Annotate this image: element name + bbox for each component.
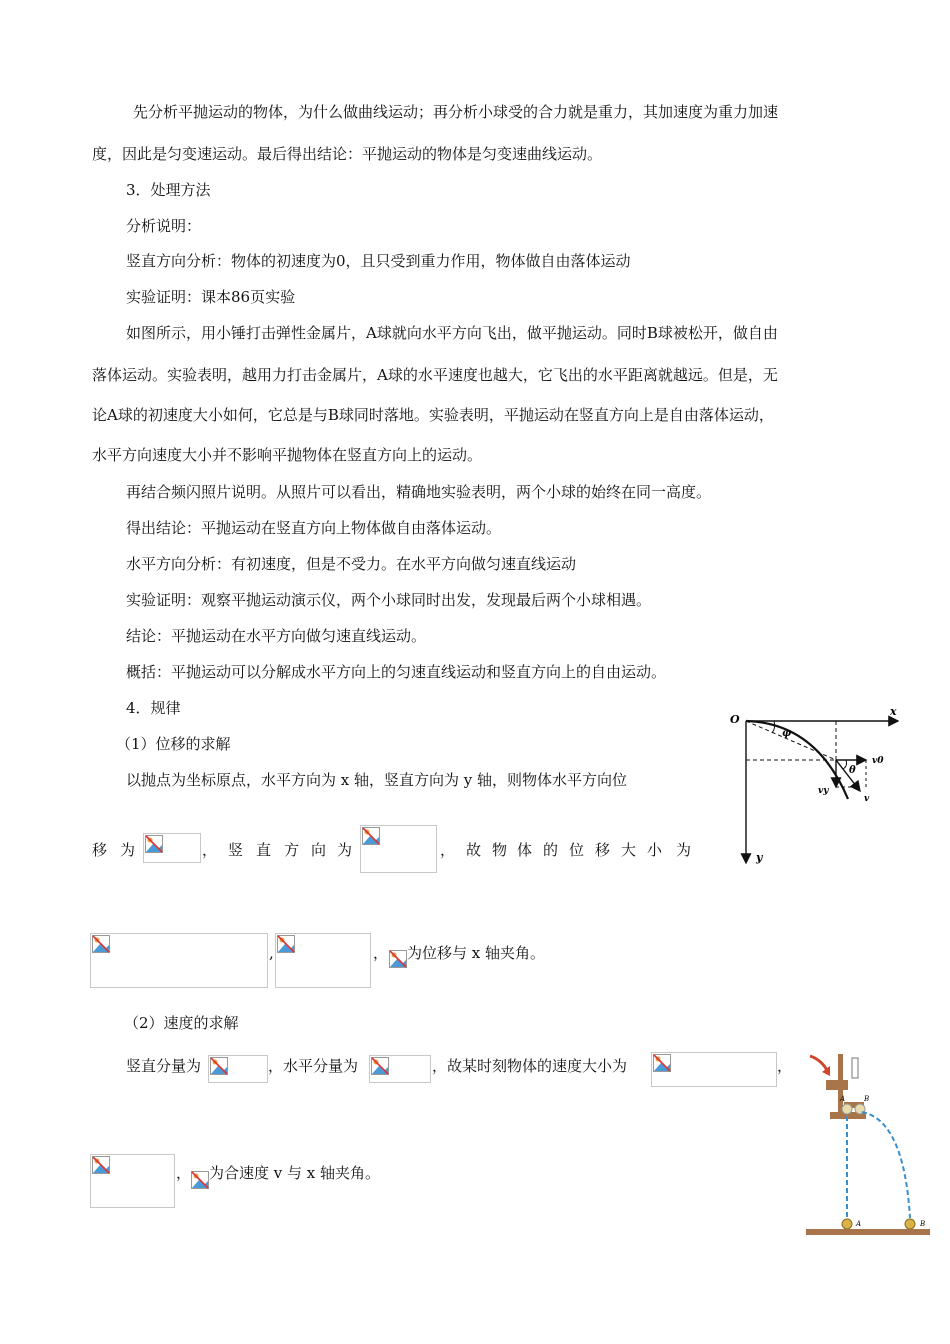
subheading-displacement: （1）位移的求解: [116, 735, 231, 753]
displacement-word-1: 移: [92, 841, 108, 859]
para-line-14: 实验证明：观察平抛运动演示仪，两个小球同时出发，发现最后两个小球相遇。: [126, 591, 652, 609]
broken-image-icon: [210, 1057, 228, 1075]
velocity-text-2: ，水平分量为: [268, 1057, 359, 1075]
broken-image-icon: [92, 935, 110, 953]
para-line-11: 再结合频闪照片说明。从照片可以看出，精确地实验表明，两个小球的始终在同一高度。: [126, 483, 712, 501]
displacement-word-5: 直: [256, 841, 272, 859]
broken-image-icon: [191, 1171, 209, 1189]
projectile-coordinate-diagram: [726, 703, 910, 868]
ground: [806, 1229, 930, 1235]
para-line-12: 得出结论：平抛运动在竖直方向上物体做自由落体运动。: [126, 519, 502, 537]
phi-arc: [772, 721, 775, 733]
velocity-text-1: 竖直分量为: [126, 1057, 202, 1075]
displacement-word-6: 方: [284, 841, 300, 859]
ball-b-top-label: B: [864, 1095, 870, 1103]
broken-image-icon: [389, 950, 407, 968]
theta-label: θ: [849, 765, 856, 776]
para-line-19: 以抛点为坐标原点，水平方向为 x 轴，竖直方向为 y 轴，则物体水平方向位: [126, 771, 628, 789]
vy-label: vy: [818, 786, 829, 796]
displacement-word-7: 向: [311, 841, 327, 859]
para-line-13: 水平方向分析：有初速度，但是不受力。在水平方向做匀速直线运动: [126, 555, 577, 573]
para-line-6: 实验证明：课本86页实验: [126, 288, 296, 306]
y-axis-label: y: [756, 851, 763, 864]
apparatus-diagram: [800, 1050, 932, 1242]
formula-image-vy: [208, 1055, 268, 1083]
para-line-9: 论A球的初速度大小如何，它总是与B球同时落地。实验表明，平抛运动在竖直方向上是自由落体运动，: [92, 406, 774, 424]
formula-image-s: [90, 933, 268, 988]
ball-b-bottom-label: B: [920, 1220, 926, 1228]
formula-image-tan-phi: [275, 933, 371, 988]
formula-image-y: [360, 825, 437, 873]
ball-a-top: [842, 1104, 852, 1114]
formula-image-v: [651, 1052, 777, 1087]
para-line-1: 先分析平抛运动的物体，为什么做曲线运动；再分析小球受的合力就是重力，其加速度为重力加速: [133, 103, 779, 121]
para-line-15: 结论：平抛运动在水平方向做匀速直线运动。: [126, 627, 427, 645]
displacement-word-16: 大: [621, 841, 637, 859]
broken-image-icon: [277, 935, 295, 953]
v-label: v: [864, 794, 870, 804]
para-line-8: 落体运动。实验表明，越用力打击金属片，A球的水平速度也越大，它飞出的水平距离就越远。但是，无: [92, 366, 778, 384]
velocity-angle-text: 为合速度 v 与 x 轴夹角。: [209, 1164, 381, 1182]
section-heading-4: 4．规律: [126, 699, 181, 717]
para-line-2: 度，因此是匀变速运动。最后得出结论：平抛运动的物体是匀变速曲线运动。: [92, 145, 603, 163]
x-axis-label: x: [890, 705, 897, 718]
displacement-word-13: 的: [543, 841, 559, 859]
displacement-word-11: 物: [492, 841, 508, 859]
displacement-word-15: 移: [595, 841, 611, 859]
displacement-comma-1: ，: [202, 841, 218, 859]
ball-b-bottom: [905, 1219, 915, 1229]
hammer-head: [826, 1080, 848, 1090]
phi-label: φ: [782, 728, 792, 739]
displacement-word-12: 体: [517, 841, 533, 859]
displacement-word-14: 位: [569, 841, 585, 859]
ball-b-path: [862, 1112, 910, 1218]
formula-image-tan-theta: [90, 1154, 175, 1208]
ball-a-bottom-label: A: [856, 1220, 862, 1228]
v-vector: [836, 760, 860, 791]
displacement-angle-text: 为位移与 x 轴夹角。: [407, 944, 545, 962]
broken-image-icon: [653, 1054, 671, 1072]
para-line-16: 概括：平抛运动可以分解成水平方向上的匀速直线运动和竖直方向上的自由运动。: [126, 663, 667, 681]
theta-arc: [843, 760, 847, 769]
formula-image-x: [143, 833, 201, 863]
displacement-word-2: 为: [120, 841, 136, 859]
stand-bracket: [852, 1058, 858, 1078]
broken-image-icon: [371, 1057, 389, 1075]
velocity-text-4: ，: [777, 1057, 793, 1075]
displacement-word-4: 竖: [228, 841, 244, 859]
subheading-velocity: （2）速度的求解: [124, 1014, 239, 1032]
section-heading-3: 3．处理方法: [126, 181, 211, 199]
velocity-comma: ，: [176, 1164, 192, 1182]
formula-comma-1: ,: [269, 944, 274, 962]
displacement-word-8: 为: [337, 841, 353, 859]
velocity-text-3: ，故某时刻物体的速度大小为: [432, 1057, 628, 1075]
para-line-5: 竖直方向分析：物体的初速度为0，且只受到重力作用，物体做自由落体运动: [126, 252, 631, 270]
broken-image-icon: [92, 1156, 110, 1174]
displacement-word-17: 小: [647, 841, 663, 859]
ball-a-top-label: A: [840, 1095, 846, 1103]
broken-image-icon: [145, 835, 163, 853]
origin-label: O: [730, 713, 740, 726]
displacement-word-18: 为: [676, 841, 692, 859]
para-line-10: 水平方向速度大小并不影响平抛物体在竖直方向上的运动。: [92, 446, 483, 464]
displacement-comma-2: ，: [440, 841, 456, 859]
displacement-dashed-line: [746, 721, 836, 760]
para-line-4: 分析说明：: [126, 217, 202, 235]
broken-image-icon: [362, 827, 380, 845]
formula-image-vx: [369, 1055, 431, 1083]
ball-a-bottom: [842, 1219, 852, 1229]
displacement-word-10: 故: [466, 841, 482, 859]
v0-label: v0: [872, 756, 884, 766]
formula-comma-2: ，: [373, 944, 389, 962]
para-line-7: 如图所示，用小锤打击弹性金属片，A球就向水平方向飞出，做平抛运动。同时B球被松开，做自由: [126, 324, 778, 342]
